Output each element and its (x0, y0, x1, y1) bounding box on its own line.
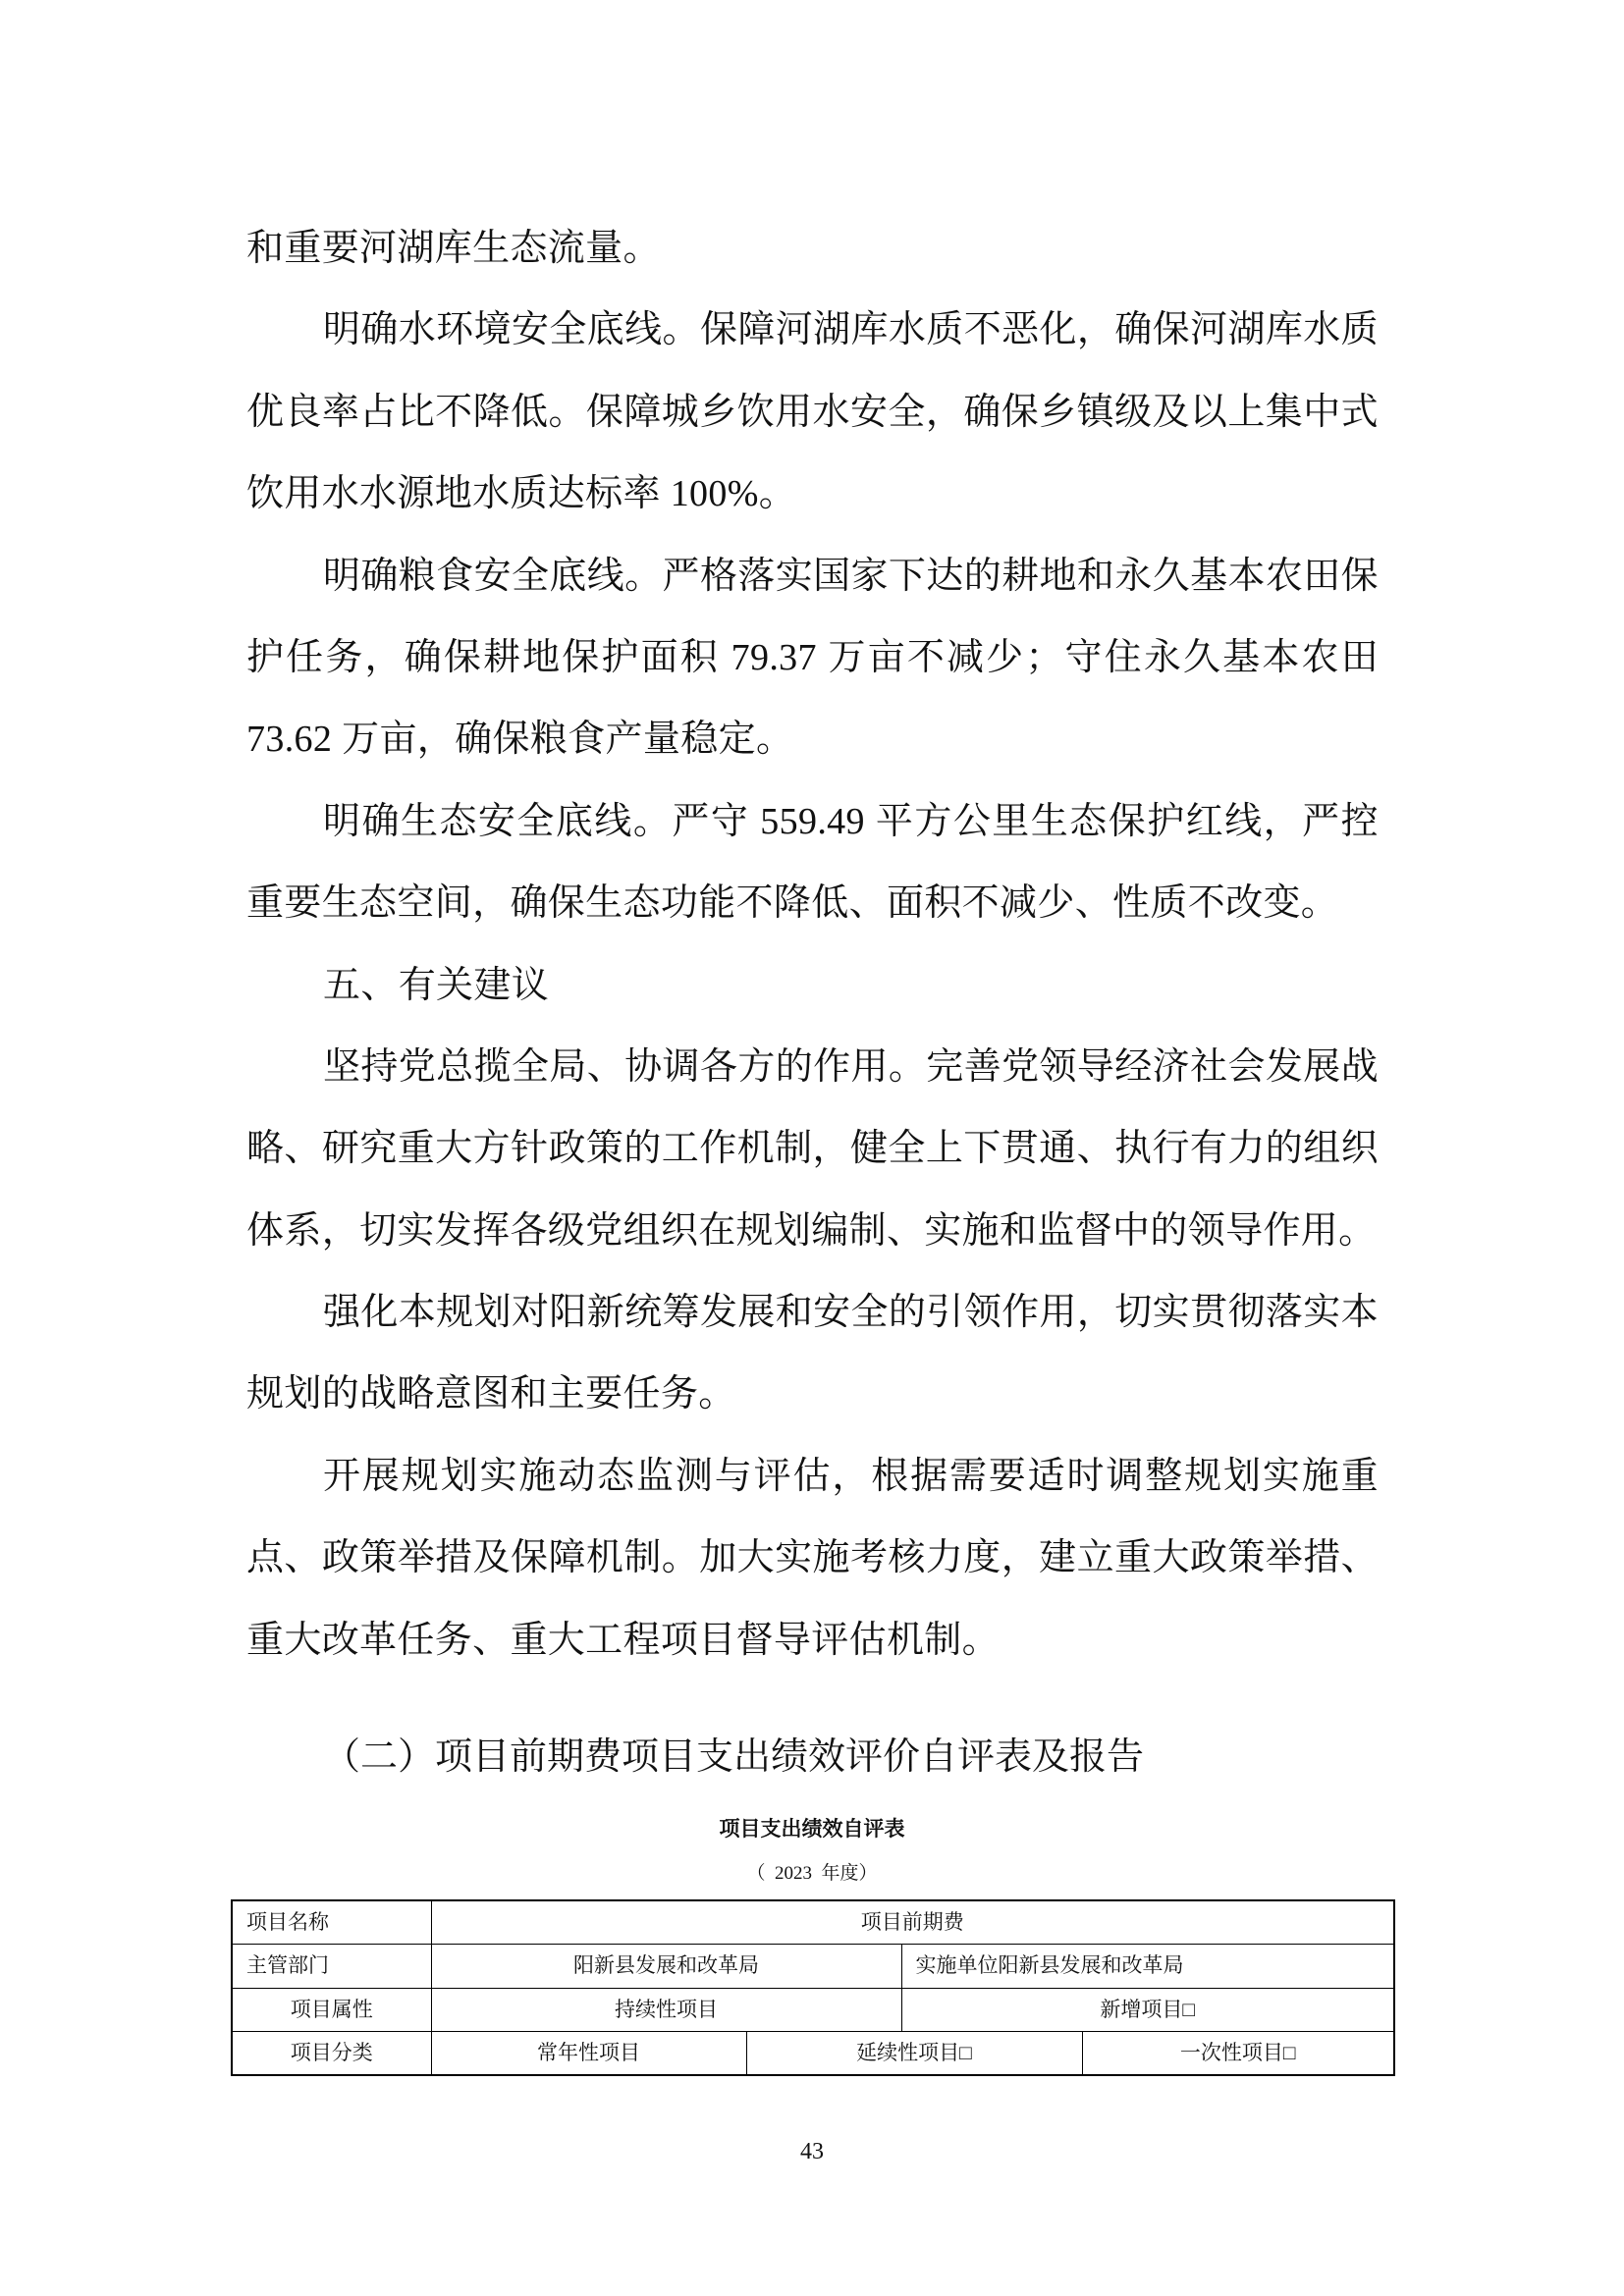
text-line: 73.62 万亩，确保粮食产量稳定。 (246, 719, 794, 761)
category-one-time: 一次性项目□ (1082, 2032, 1394, 2076)
paragraph (246, 208, 1379, 290)
table-row-project-name (232, 1900, 1394, 1945)
text-line: 略、研究重大方针政策的工作机制，健全上下贯通、执行有力的组织 (246, 1128, 1379, 1170)
paragraph (246, 1027, 1379, 1272)
paragraph (246, 536, 1379, 781)
table-row-attribute (232, 1988, 1394, 2032)
project-name-label: 项目名称 (232, 1900, 431, 1945)
text-line: 和重要河湖库生态流量。 (246, 228, 661, 269)
subsection-heading: （二）项目前期费项目支出绩效评价自评表及报告 (323, 1736, 1145, 1778)
attribute-label: 项目属性 (232, 1988, 431, 2032)
page-number: 43 (800, 2139, 824, 2164)
text-line: 坚持党总揽全局、协调各方的作用。完善党领导经济社会发展战 (323, 1045, 1379, 1088)
text-line: 规划的战略意图和主要任务。 (246, 1373, 736, 1415)
table-title: 项目支出绩效自评表 (719, 1817, 905, 1841)
text-line: 点、政策举措及保障机制。加大实施考核力度，建立重大政策举措、 (246, 1537, 1379, 1579)
text-line: 开展规划实施动态监测与评估，根据需要适时调整规划实施重 (323, 1455, 1379, 1497)
text-line: 明确水环境安全底线。保障河湖库水质不恶化，确保河湖库水质 (323, 309, 1379, 351)
paragraph (246, 1272, 1379, 1436)
table-year: （ 2023 年度） (746, 1863, 878, 1884)
table-row-category (232, 2032, 1394, 2076)
text-line: 明确生态安全底线。严守 559.49 平方公里生态保护红线，严控 (323, 800, 1379, 842)
text-line: 明确粮食安全底线。严格落实国家下达的耕地和永久基本农田保 (323, 555, 1379, 597)
table-row-department (232, 1945, 1394, 1989)
text-line: 体系，切实发挥各级党组织在规划编制、实施和监督中的领导作用。 (246, 1209, 1377, 1252)
category-label: 项目分类 (232, 2032, 431, 2076)
text-line: 饮用水水源地水质达标率 100%。 (246, 473, 797, 515)
text-line: 优良率占比不降低。保障城乡饮用水安全，确保乡镇级及以上集中式 (246, 391, 1379, 433)
performance-table (231, 1899, 1395, 2076)
text-line: 重要生态空间，确保生态功能不降低、面积不减少、性质不改变。 (246, 882, 1339, 925)
text-line: 重大改革任务、重大工程项目督导评估机制。 (246, 1619, 1001, 1661)
attribute-new: 新增项目□ (901, 1988, 1394, 2032)
category-annual: 常年性项目 (431, 2032, 746, 2076)
section-heading: 五、有关建议 (323, 964, 550, 1006)
project-name-value: 项目前期费 (431, 1900, 1394, 1945)
text-line: 强化本规划对阳新统筹发展和安全的引领作用，切实贯彻落实本 (323, 1292, 1379, 1334)
department-value: 阳新县发展和改革局 (431, 1945, 901, 1989)
paragraph (246, 781, 1379, 945)
body-text (246, 208, 1379, 1682)
department-label: 主管部门 (232, 1945, 431, 1989)
text-line: 护任务，确保耕地保护面积 79.37 万亩不减少；守住永久基本农田 (246, 636, 1379, 678)
attribute-continuing: 持续性项目 (431, 1988, 901, 2032)
paragraph (246, 290, 1379, 535)
paragraph (246, 1436, 1379, 1682)
implementing-unit: 实施单位阳新县发展和改革局 (901, 1945, 1394, 1989)
category-extended: 延续性项目□ (746, 2032, 1082, 2076)
